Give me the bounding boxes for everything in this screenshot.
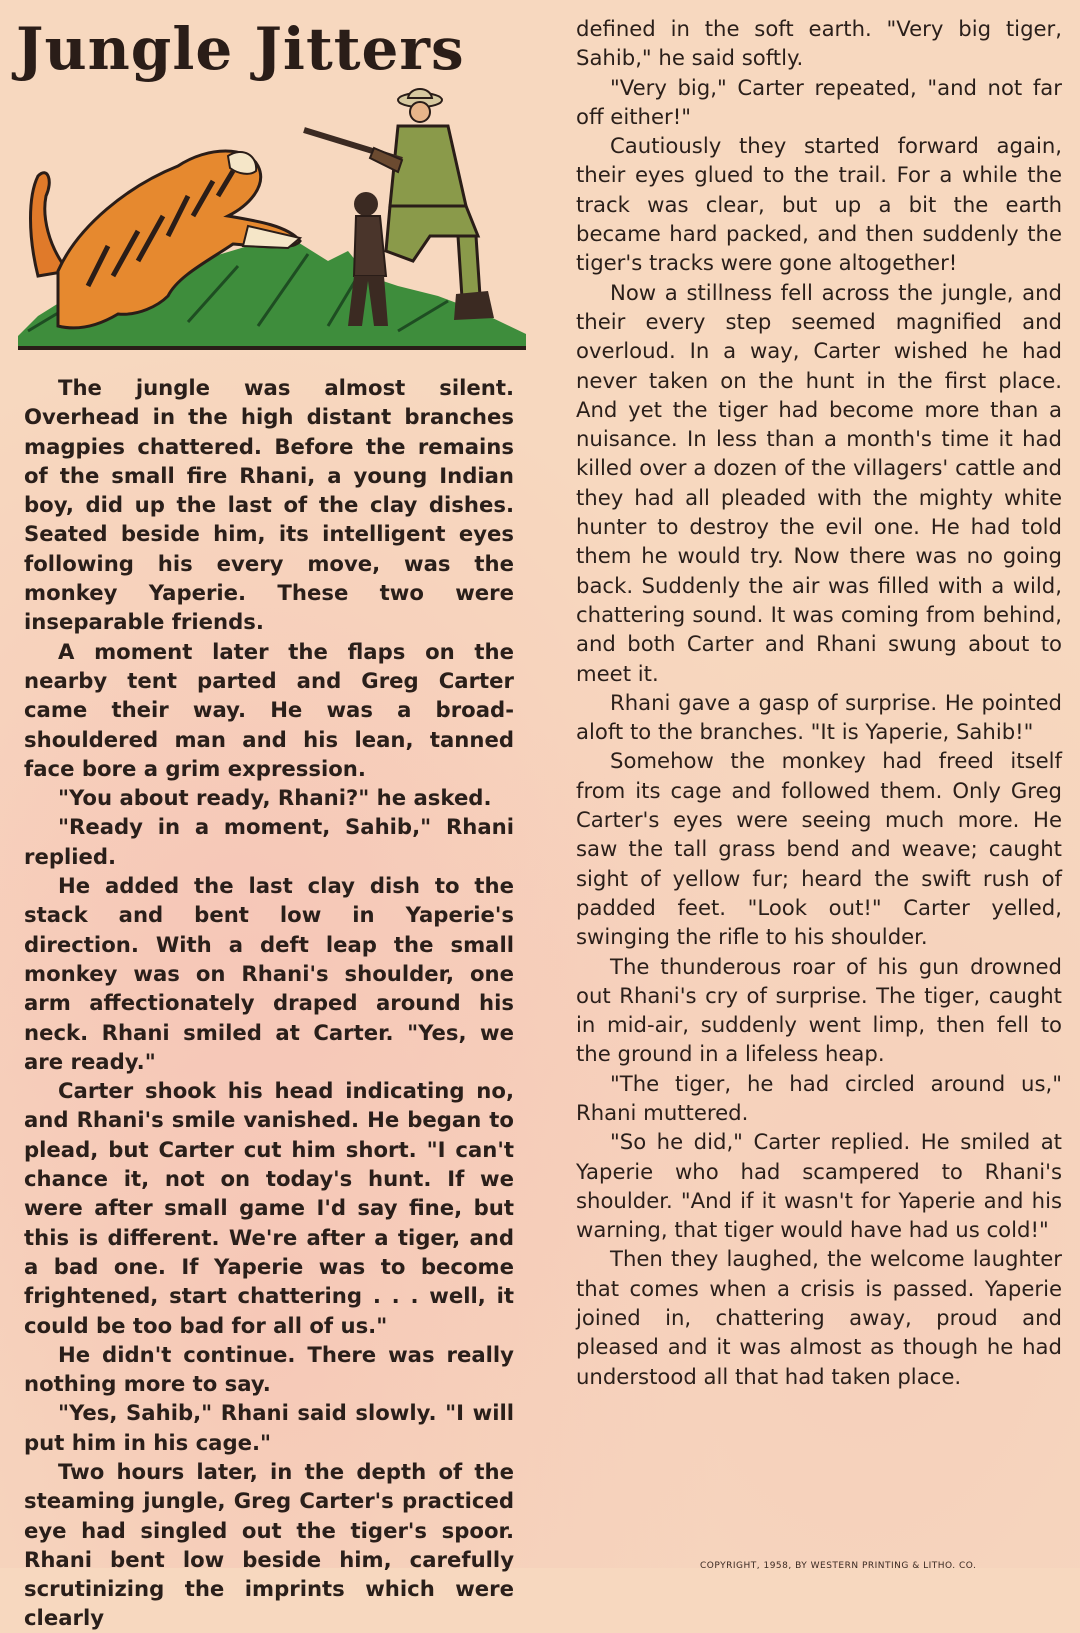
tiger-hunt-illustration (18, 86, 526, 348)
story-paragraph: Rhani gave a gasp of surprise. He pointed aloft to the branches. "It is Yaperie, Sahib!" (576, 689, 1062, 745)
story-paragraph: Cautiously they started forward again, their eyes glued to the trail. For a while the track was clear, but up a bit the earth became hard packed, and then suddenly the tiger's tracks were gone altogether! (576, 133, 1062, 276)
story-column-left (24, 373, 514, 1631)
story-paragraph: Then they laughed, the welcome laughter that comes when a crisis is passed. Yaperie joined in, chattering away, proud and pleased and it was almost as though he had understood all that had taken place. (576, 1246, 1062, 1389)
story-paragraph: Somehow the monkey had freed itself from its cage and followed them. Only Greg Carter's eyes were seeing much more. He saw the tall grass bend and weave; caught sight of yellow fur; heard the swift rush of padded feet. "Look out!" Carter yelled, swinging the rifle to his shoulder. (576, 748, 1062, 950)
story-paragraph: A moment later the flaps on the nearby tent parted and Greg Carter came their way. He was a broad-shouldered man and his lean, tanned face bore a grim expression. (24, 638, 514, 781)
story-paragraph: "Ready in a moment, Sahib," Rhani replied. (24, 814, 514, 869)
story-paragraph: "Yes, Sahib," Rhani said slowly. "I will put him in his cage." (24, 1400, 514, 1455)
story-paragraph: "The tiger, he had circled around us," Rhani muttered. (576, 1070, 1062, 1125)
story-paragraph: The jungle was almost silent. Overhead in the high distant branches magpies chattered. Before the remains of the small fire Rhani, a young Indian boy, did up the last of the clay dishes. Seated beside him, its intelligent eyes following his every move, was the monkey Yaperie. These two were inseparable friends. (24, 375, 514, 635)
story-paragraph: He didn't continue. There was really nothing more to say. (24, 1341, 514, 1397)
story-paragraph-continuation: defined in the soft earth. "Very big tiger, Sahib," he said softly. (576, 16, 1062, 71)
story-column-right (576, 14, 1062, 1544)
story-paragraph: He added the last clay dish to the stack and bent low in Yaperie's direction. With a deft leap the small monkey was on Rhani's shoulder, one arm affectionately draped around his neck. Rhani smiled at Carter. "Yes, we are ready." (24, 873, 514, 1074)
story-paragraph: "You about ready, Rhani?" he asked. (58, 785, 492, 811)
story-paragraph: "So he did," Carter replied. He smiled at Yaperie who had scampered to Rhani's shoulder. "And if it wasn't for Yaperie and his warning, that tiger would have had us cold!" (576, 1129, 1062, 1243)
copyright-notice: COPYRIGHT, 1958, BY WESTERN PRINTING & LITHO. CO. (700, 1561, 977, 1571)
story-paragraph: Two hours later, in the depth of the steaming jungle, Greg Carter's practiced eye had singled out the tiger's spoor. Rhani bent low beside him, carefully scrutinizing the imprints which were clearly (24, 1458, 514, 1631)
story-paragraph: Now a stillness fell across the jungle, and their every step seemed magnified and overloud. In a way, Carter wished he had never taken on the hunt in the first place. And yet the tiger had become more than a nuisance. In less than a month's time it had killed over a dozen of the villagers' cattle and they had all pleaded with the mighty white hunter to destroy the evil one. He had told them he would try. Now there was no going back. Suddenly the air was filled with a wild, chattering sound. It was coming from behind, and both Carter and Rhani swung about to meet it. (576, 279, 1062, 686)
story-paragraph: Carter shook his head indicating no, and Rhani's smile vanished. He began to plead, but Carter cut him short. "I can't chance it, not on today's hunt. If we were after small game I'd say fine, but this is different. We're after a tiger, and a bad one. If Yaperie was to become frightened, start chattering . . . well, it could be too bad for all of us." (24, 1078, 514, 1338)
story-paragraph: The thunderous roar of his gun drowned out Rhani's cry of surprise. The tiger, caught in mid-air, suddenly went limp, then fell to the ground in a lifeless heap. (576, 953, 1062, 1067)
story-paragraph: "Very big," Carter repeated, "and not far off either!" (576, 74, 1062, 129)
story-title: Jungle Jitters (16, 15, 465, 83)
